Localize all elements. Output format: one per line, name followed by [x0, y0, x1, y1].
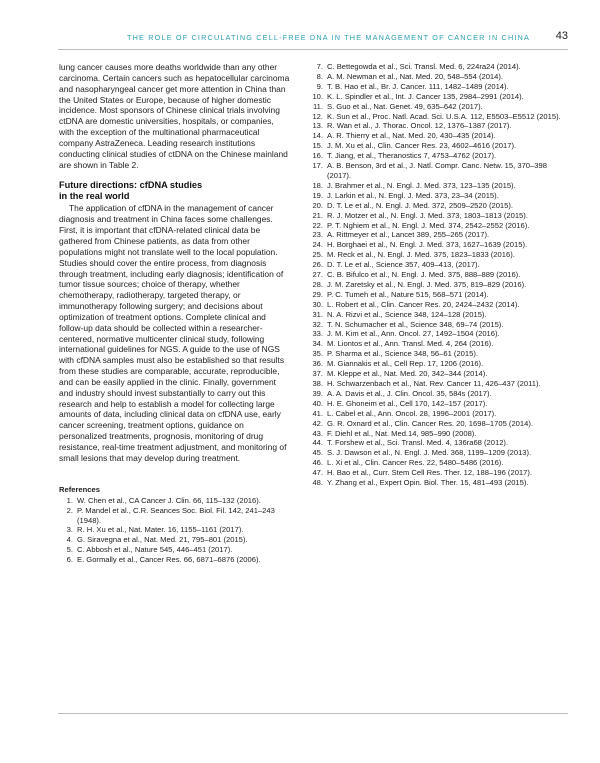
reference-number: 16. [312, 151, 323, 161]
reference-text: W. Chen et al., CA Cancer J. Clin. 66, 115–132 (2016). [77, 495, 261, 505]
reference-number: 46. [312, 458, 323, 468]
reference-item [307, 270, 569, 280]
reference-text: T. Forshew et al., Sci. Transl. Med. 4, 136ra68 (2012). [327, 438, 509, 448]
reference-text: R. H. Xu et al., Nat. Mater. 16, 1155–1161 (2017). [77, 525, 244, 535]
reference-number: 17. [312, 161, 323, 171]
reference-text: J. M. Zaretsky et al., N. Engl. J. Med. 375, 819–829 (2016). [327, 279, 527, 289]
reference-item [307, 62, 569, 72]
reference-text: T. N. Schumacher et al., Science 348, 69–74 (2015). [327, 319, 504, 329]
reference-number: 42. [312, 418, 323, 428]
reference-item [307, 191, 569, 201]
reference-number: 9. [316, 81, 323, 91]
reference-text: J. M. Kim et al., Ann. Oncol. 27, 1492–1504 (2016). [327, 329, 500, 339]
reference-text: R. Wan et al., J. Thorac. Oncol. 12, 1376–1387 (2017). [327, 121, 512, 131]
reference-text: A. Rittmeyer et al., Lancet 389, 255–265 (2017). [327, 230, 490, 240]
reference-text: S. Guo et al., Nat. Genet. 49, 635–642 (2017). [327, 101, 483, 111]
section-paragraph: The application of cfDNA in the management of cancer diagnosis and treatment in China faces some challenges. First, it is important that cfDNA-related clinical data be gathered from Chinese patients, as data from other populations might not translate well to the local population. Studies should cover the entire process, from diagnosis through treatment, including early diagnosis; identification of tumor tissue sources; choice of therapy, whether chemotherapy, radiotherapy, targeted therapy, or immunotherapy following surgery; and decisions about optimization of treatment options. Complete clinical and follow-up data should be collected within a researcher-centered, normative multicenter clinical study, following international guidelines for NGS. A guide to the use of NGS with cfDNA samples must also be established so that results from these studies are comparable, accurate, reproducible, and can be easily applied in the clinic. Finally, government and industry should invest substantially to carry out this research and help to establish a model for collecting large amounts of data, including clinical data on cfDNA use, early cancer screening, treatment options, guidance on personalized treatments, prognosis, monitoring of drug resistance, real-time treatment adjustment, and monitoring of small lesions that may develop during treatment. [59, 203, 287, 463]
reference-text: D. T. Le et al., Science 357, 409–413, (2017). [327, 260, 480, 270]
reference-item [307, 82, 569, 92]
reference-text: Y. Zhang et al., Expert Opin. Biol. Ther. 15, 481–493 (2015). [327, 478, 529, 488]
reference-number: 36. [312, 359, 323, 369]
reference-text: E. Gormally et al., Cancer Res. 66, 6871–6876 (2006). [77, 555, 261, 565]
reference-item [307, 290, 569, 300]
reference-item [307, 280, 569, 290]
reference-number: 18. [312, 180, 323, 190]
reference-item [307, 349, 569, 359]
reference-item [307, 230, 569, 240]
reference-item [59, 535, 291, 545]
reference-number: 20. [312, 200, 323, 210]
reference-item [307, 478, 569, 488]
reference-number: 37. [312, 369, 323, 379]
reference-item [307, 221, 569, 231]
reference-text: D. T. Le et al., N. Engl. J. Med. 372, 2509–2520 (2015). [327, 200, 514, 210]
reference-item [307, 260, 569, 270]
reference-number: 11. [313, 101, 323, 111]
reference-text: P. Sharma et al., Science 348, 56–61 (2015). [327, 349, 478, 359]
header-divider [58, 49, 568, 50]
reference-text: M. Giannakis et al., Cell Rep. 17, 1206 (2016). [327, 359, 484, 369]
reference-number: 24. [312, 240, 323, 250]
reference-item [59, 555, 291, 565]
reference-number: 43. [312, 428, 323, 438]
reference-text: T. B. Hao et al., Br. J. Cancer. 111, 1482–1489 (2014). [327, 81, 509, 91]
references-heading: References [59, 484, 100, 494]
footer-divider [58, 713, 568, 714]
reference-number: 1. [66, 495, 73, 505]
reference-text: L. Robert et al., Clin. Cancer Res. 20, 2424–2432 (2014). [327, 299, 520, 309]
reference-number: 26. [312, 260, 323, 270]
reference-number: 5. [66, 545, 73, 555]
reference-number: 6. [66, 555, 73, 565]
reference-item [59, 525, 291, 535]
reference-number: 48. [312, 478, 323, 488]
reference-number: 33. [312, 329, 323, 339]
reference-item [307, 320, 569, 330]
reference-text: J. Larkin et al., N. Engl. J. Med. 373, 23–34 (2015). [327, 190, 499, 200]
reference-item [307, 379, 569, 389]
reference-text: J. M. Xu et al., Clin. Cancer Res. 23, 4602–4616 (2017). [327, 141, 517, 151]
reference-number: 39. [312, 388, 323, 398]
reference-item [307, 131, 569, 141]
reference-text: N. A. Rizvi et al., Science 348, 124–128 (2015). [327, 309, 487, 319]
reference-number: 8. [316, 71, 323, 81]
reference-text: K. Sun et al., Proc. Natl. Acad. Sci. U.S.A. 112, E5503–E5512 (2015). [327, 111, 561, 121]
reference-number: 10. [312, 91, 323, 101]
reference-item [59, 506, 291, 526]
reference-number: 32. [312, 319, 323, 329]
reference-number: 3. [66, 525, 73, 535]
references-list-right [307, 62, 569, 488]
reference-text: C. B. Bifulco et al., N. Engl. J. Med. 375, 888–889 (2016). [327, 270, 521, 280]
reference-item [307, 240, 569, 250]
reference-text: G. Siravegna et al., Nat. Med. 21, 795–801 (2015). [77, 535, 248, 545]
reference-number: 30. [312, 299, 323, 309]
reference-number: 15. [312, 141, 323, 151]
reference-item [307, 339, 569, 349]
reference-item [307, 329, 569, 339]
reference-text: G. R. Oxnard et al., Clin. Cancer Res. 20, 1698–1705 (2014). [327, 418, 533, 428]
reference-number: 35. [312, 349, 323, 359]
reference-number: 27. [312, 270, 323, 280]
reference-text: M. Liontos et al., Ann. Transl. Med. 4, 264 (2016). [327, 339, 494, 349]
reference-item [307, 121, 569, 131]
reference-text: H. Bao et al., Curr. Stem Cell Res. Ther. 12, 188–196 (2017). [327, 468, 532, 478]
reference-text: F. Diehl et al., Nat. Med.14, 985–990 (2008). [327, 428, 477, 438]
references-list-left [59, 496, 291, 565]
reference-text: P. C. Tumeh et al., Nature 515, 568–571 (2014). [327, 289, 489, 299]
reference-number: 21. [312, 210, 323, 220]
reference-item [307, 141, 569, 151]
reference-number: 22. [312, 220, 323, 230]
reference-number: 40. [312, 398, 323, 408]
reference-text: A. M. Newman et al., Nat. Med. 20, 548–554 (2014). [327, 71, 504, 81]
reference-text: C. Abbosh et al., Nature 545, 446–451 (2017). [77, 545, 233, 555]
reference-item [307, 429, 569, 439]
reference-item [307, 389, 569, 399]
reference-item [307, 310, 569, 320]
reference-item [307, 92, 569, 102]
reference-number: 47. [312, 468, 323, 478]
reference-number: 34. [312, 339, 323, 349]
reference-number: 41. [312, 408, 323, 418]
reference-text: R. J. Motzer et al., N. Engl. J. Med. 373, 1803–1813 (2015). [327, 210, 528, 220]
reference-item [307, 211, 569, 221]
reference-item [307, 72, 569, 82]
reference-number: 13. [312, 121, 323, 131]
reference-number: 25. [312, 250, 323, 260]
reference-item [307, 409, 569, 419]
reference-text: H. E. Ghoneim et al., Cell 170, 142–157 (2017). [327, 398, 488, 408]
reference-item [307, 369, 569, 379]
reference-number: 19. [312, 190, 323, 200]
reference-text: A. B. Benson, 3rd et al., J. Natl. Compr. Canc. Netw. 15, 370–398 (2017). [327, 161, 547, 180]
reference-number: 7. [316, 62, 323, 71]
reference-text: H. Borghaei et al., N. Engl. J. Med. 373, 1627–1639 (2015). [327, 240, 528, 250]
reference-item [307, 419, 569, 429]
intro-paragraph: lung cancer causes more deaths worldwide than any other carcinoma. Certain cancers such as hepatocellular carcinoma and nasopharyngeal cancer get more attention in China than the United States or Europe, because of higher domestic incidence. Most sponsors of Chinese clinical trials involving ctDNA are domestic universities, hospitals, or companies, with the exception of the multinational pharmaceutical company AstraZeneca. Leading research institutions conducting clinical studies of ctDNA on the Chinese mainland are shown in Table 2. [59, 62, 290, 170]
reference-text: M. Kleppe et al., Nat. Med. 20, 342–344 (2014). [327, 369, 488, 379]
reference-text: M. Reck et al., N. Engl. J. Med. 375, 1823–1833 (2016). [327, 250, 515, 260]
reference-number: 2. [66, 505, 73, 515]
reference-item [307, 102, 569, 112]
page-number: 43 [555, 30, 568, 42]
reference-item [307, 438, 569, 448]
left-column [59, 62, 291, 565]
reference-text: C. Bettegowda et al., Sci. Transl. Med. 6, 224ra24 (2014). [327, 62, 521, 71]
reference-text: J. Brahmer et al., N. Engl. J. Med. 373, 123–135 (2015). [327, 180, 516, 190]
reference-number: 12. [312, 111, 323, 121]
reference-number: 31. [312, 309, 323, 319]
reference-item [59, 496, 291, 506]
reference-text: H. Schwarzenbach et al., Nat. Rev. Cancer 11, 426–437 (2011). [327, 379, 541, 388]
reference-item [307, 151, 569, 161]
reference-item [307, 448, 569, 458]
running-header-title: THE ROLE OF CIRCULATING CELL-FREE DNA IN THE MANAGEMENT OF CANCER IN CHINA [127, 33, 530, 42]
reference-text: A. R. Thierry et al., Nat. Med. 20, 430–435 (2014). [327, 131, 496, 141]
reference-item [307, 300, 569, 310]
reference-item [307, 112, 569, 122]
running-header [58, 30, 568, 47]
reference-text: L. Cabel et al., Ann. Oncol. 28, 1996–2001 (2017). [327, 408, 497, 418]
reference-text: P. T. Nghiem et al., N. Engl. J. Med. 374, 2542–2552 (2016). [327, 220, 530, 230]
reference-item [307, 468, 569, 478]
reference-item [307, 359, 569, 369]
reference-text: T. Jiang, et al., Theranostics 7, 4753–4762 (2017). [327, 151, 497, 161]
reference-number: 4. [66, 535, 73, 545]
right-column [307, 62, 569, 488]
reference-text: L. Xi et al., Clin. Cancer Res. 22, 5480–5486 (2016). [327, 458, 504, 468]
reference-text: A. A. Davis et al., J. Clin. Oncol. 35, 584s (2017). [327, 388, 492, 398]
reference-item [307, 181, 569, 191]
reference-text: K. L. Spindler et al., Int. J. Cancer 135, 2984–2991 (2014). [327, 91, 524, 101]
reference-item [307, 201, 569, 211]
reference-item [307, 161, 569, 181]
section-heading-line-1: Future directions: cfDNA studies [59, 180, 203, 191]
reference-item [307, 399, 569, 409]
section-heading-line-2: in the real world [59, 191, 130, 202]
reference-number: 44. [312, 438, 323, 448]
reference-number: 45. [312, 448, 323, 458]
reference-item [307, 250, 569, 260]
reference-item [59, 545, 291, 555]
reference-number: 23. [312, 230, 323, 240]
reference-number: 14. [312, 131, 323, 141]
reference-number: 38. [312, 379, 323, 388]
reference-text: P. Mandel et al., C.R. Seances Soc. Biol. Fil. 142, 241–243 (1948). [77, 505, 275, 525]
reference-item [307, 458, 569, 468]
reference-number: 28. [312, 279, 323, 289]
reference-number: 29. [312, 289, 323, 299]
reference-text: S. J. Dawson et al., N. Engl. J. Med. 368, 1199–1209 (2013). [327, 448, 532, 458]
section-heading [59, 180, 291, 202]
